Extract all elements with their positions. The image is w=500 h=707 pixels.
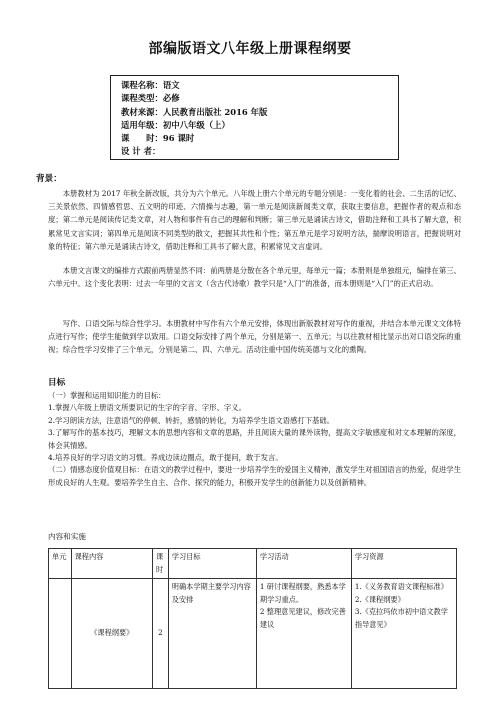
info-value: 必修 [162, 93, 180, 104]
header-activities: 学习活动 [256, 549, 351, 579]
cell-goal: 明确本学期主要学习内容及安排 [168, 579, 256, 689]
objective-line: 2.学习朗读方法，注意语气的停顿、转折，感情的转化，为培养学生语文语感打下基础。 [48, 415, 335, 425]
background-paragraph-3: 写作、口语交际与综合性学习。本册教材中写作有六个单元安排，体现出新版教材对写作的重视，并结合本单元课文文体特点进行写作；使学生能做到学以致用。口语交际安排了两个单元，分别是第一、五单元；与以往教材相比显示出对口语交际的重视；综合性学习安排了三个单元，分别是第二、四、六单元。活动注重中国传统美德与文化的熏陶。 [48, 319, 461, 355]
info-row-course-name [121, 79, 398, 92]
activity-item: 1 研讨课程纲要，熟悉本学期学习重点。 [259, 582, 346, 604]
info-value: 初中八年级（上） [162, 119, 230, 130]
cell-content: 《课程纲要》 [71, 579, 152, 689]
objective-line: 4.培养良好的学习语文的习惯。养成边读边圈点，敢于提问，敢于发言。 [48, 453, 283, 463]
cell-resources [351, 579, 456, 689]
info-row-hours [121, 132, 398, 145]
info-value: 语文 [162, 80, 180, 90]
objective-line: 1.掌握八年级上册语文所要识记的生字的字音、字形、字义。 [48, 403, 246, 413]
content-heading: 内容和实施 [48, 532, 86, 541]
header-hours: 课时 [152, 549, 168, 579]
info-label: 课程类型： [121, 93, 163, 104]
cell-unit [49, 579, 72, 689]
header-content: 课程内容 [71, 549, 152, 579]
course-info-box [110, 75, 399, 160]
info-label: 教材来源： [121, 106, 163, 117]
info-label: 适用年级： [121, 119, 163, 130]
activity-item: 2 整理意见建议，修改完善建议 [259, 607, 346, 629]
objective-line: 3.了解写作的基本技巧，理解文本的思想内容和文章的思路，并且阅读大量的课外读物，提高文字敏感度和对文本理解的深度，体会其情感。 [48, 428, 461, 450]
curriculum-table [48, 548, 457, 689]
background-paragraph-1: 本册教材为 2017 年秋全新改版，共分为六个单元。八年级上册六个单元的专题分别是：一变化着的社会、二生活的记忆、三关景依然、四情感哲思、五文明的印迹、六情操与志趣，第一单元是阅读新闻类文章，获取主要信息，把握作者的观点和态度；第二单元是阅读传记类文章，对人物和事件有自己的理解和判断；第三单元是诵读古诗文，借助注释和工具书了解大意，积累常见文言实词；第四单元是阅读不同类型的散文，把握其共性和个性；第五单元是学习说明方法，揣摩说明语言，把握说明对象的特征；第六单元是诵读古诗文，借助注释和工具书了解大意，积累常见文言虚词。 [48, 189, 461, 251]
objective-line: （一）掌握和运用知识能力的目标： [48, 391, 166, 400]
cell-activities [256, 579, 351, 689]
info-label: 课 时： [121, 133, 163, 144]
background-paragraph-2: 本册文言课文的编排方式跟前两册显然不同：前两册是分散在各个单元里，每单元一篇；本册则是单独组元，编排在第三、六单元中。这个变化表明：过去一年里的文言文（含古代诗歌）教学只是“入门”的准备，而本册则是“入门”的正式启动。 [48, 266, 461, 289]
info-label: 课程名称： [121, 80, 163, 90]
objective-line: （二）情感态度价值观目标：在语文的教学过程中，要进一步培养学生的爱国主义精神，激发学生对祖国语言的热爱，促进学生形成良好的人生观。要培养学生自主、合作、探究的能力，积极开发学生的创新能力以及创新精神。 [48, 465, 461, 487]
info-label: 设 计 者： [121, 146, 161, 157]
table-header-row [49, 549, 457, 579]
background-heading: 背景： [36, 174, 62, 184]
cell-hours: 2 [152, 579, 168, 689]
header-resources: 学习资源 [351, 549, 456, 579]
header-unit: 单元 [49, 549, 72, 579]
info-row-designer [121, 145, 398, 158]
info-value: 96 课时 [162, 133, 195, 144]
resource-item: 3.《克拉玛依市初中语文教学指导意见》 [354, 607, 448, 629]
info-value: 人民教育出版社 2016 年版 [162, 106, 268, 117]
document-title: 部编版语文八年级上册课程纲要 [148, 41, 352, 57]
objectives-list [48, 390, 461, 489]
resource-item: 1.《义务教育语文课程标准》 [354, 582, 448, 591]
info-row-grade [121, 119, 398, 132]
objectives-heading: 目标 [48, 378, 66, 388]
resource-item: 2.《课程纲要》 [354, 594, 405, 604]
header-goal: 学习目标 [168, 549, 256, 579]
info-row-course-type [121, 92, 398, 105]
table-row [49, 579, 457, 689]
info-row-textbook-source [121, 106, 398, 119]
